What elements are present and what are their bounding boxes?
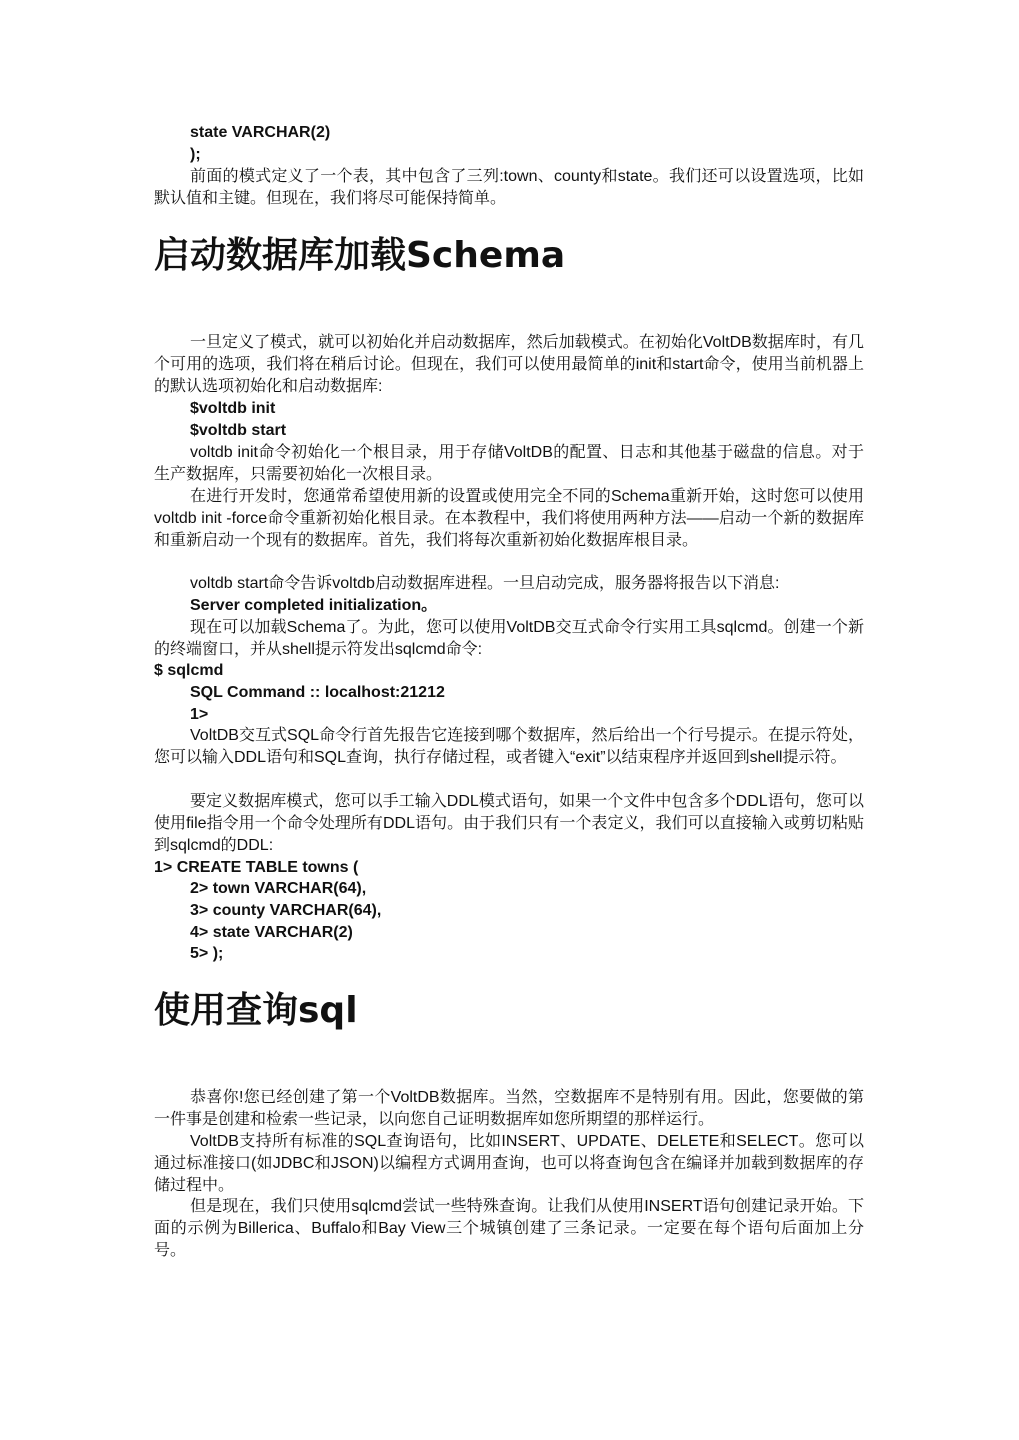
paragraph-init-root: voltdb init命令初始化一个根目录，用于存储VoltDB的配置、日志和其他基于磁盘的信息。对于生产数据库，只需要初始化一次根目录。 — [154, 444, 864, 483]
section-heading-query-sql: 使用查询sql — [154, 990, 358, 1031]
ddl-line-3: 3> county VARCHAR(64), — [190, 902, 382, 919]
code-line-close: ); — [190, 146, 201, 163]
server-message: Server completed initialization。 — [190, 597, 438, 614]
paragraph-force-reinit: 在进行开发时，您通常希望使用新的设置或使用完全不同的Schema重新开始，这时您可以使用voltdb init -force命令重新初始化根目录。在本教程中，我们将使用两种方法——启动一个新的数据库和重新启动一个现有的数据库。首先，我们将每次重新初始化数据库根目录。 — [154, 488, 864, 549]
paragraph-insert: 但是现在，我们只使用sqlcmd尝试一些特殊查询。让我们从使用INSERT语句创建记录开始。下面的示例为Billerica、Buffalo和Bay View三个城镇创建了三条记录。一定要在每个语句后面加上分号。 — [154, 1198, 864, 1259]
paragraph-sqlcmd-prompt: VoltDB交互式SQL命令行首先报告它连接到哪个数据库，然后给出一个行号提示。在提示符处，您可以输入DDL语句和SQL查询，执行存储过程，或者键入“exit”以结束程序并返回到shell提示符。 — [154, 727, 864, 766]
paragraph-sql-support: VoltDB支持所有标准的SQL查询语句，比如INSERT、UPDATE、DELETE和SELECT。您可以通过标准接口(如JDBC和JSON)以编程方式调用查询，也可以将查询包含在编译并加载到数据库的存储过程中。 — [154, 1133, 864, 1194]
paragraph-init-start: 一旦定义了模式，就可以初始化并启动数据库，然后加载模式。在初始化VoltDB数据库时，有几个可用的选项，我们将在稍后讨论。但现在，我们可以使用最简单的init和start命令，使用当前机器上的默认选项初始化和启动数据库: — [154, 334, 864, 395]
paragraph-ddl: 要定义数据库模式，您可以手工输入DDL模式语句，如果一个文件中包含多个DDL语句，您可以使用file指令用一个命令处理所有DDL语句。由于我们只有一个表定义，我们可以直接输入或剪切粘贴到sqlcmd的DDL: — [154, 793, 864, 854]
ddl-line-1: 1> CREATE TABLE towns ( — [154, 859, 359, 876]
command-voltdb-start: $voltdb start — [190, 422, 287, 439]
ddl-line-5: 5> ); — [190, 945, 224, 962]
sqlcmd-output-prompt: 1> — [190, 706, 209, 723]
command-voltdb-init: $voltdb init — [190, 400, 276, 417]
paragraph-sqlcmd: 现在可以加载Schema了。为此，您可以使用VoltDB交互式命令行实用工具sqlcmd。创建一个新的终端窗口，并从shell提示符发出sqlcmd命令: — [154, 619, 864, 658]
code-line-state: state VARCHAR(2) — [190, 124, 331, 141]
paragraph-start-process: voltdb start命令告诉voltdb启动数据库进程。一旦启动完成，服务器将报告以下消息: — [190, 575, 780, 592]
ddl-line-4: 4> state VARCHAR(2) — [190, 924, 353, 941]
sqlcmd-output-connection: SQL Command :: localhost:21212 — [190, 684, 445, 701]
section-heading-load-schema: 启动数据库加载Schema — [154, 235, 566, 276]
intro-paragraph: 前面的模式定义了一个表，其中包含了三列:town、county和state。我们还可以设置选项，比如默认值和主键。但现在，我们将尽可能保持简单。 — [154, 168, 864, 207]
paragraph-congrats: 恭喜你!您已经创建了第一个VoltDB数据库。当然，空数据库不是特别有用。因此，您要做的第一件事是创建和检索一些记录，以向您自己证明数据库如您所期望的那样运行。 — [154, 1089, 864, 1128]
ddl-line-2: 2> town VARCHAR(64), — [190, 880, 367, 897]
command-sqlcmd: $ sqlcmd — [154, 662, 224, 679]
